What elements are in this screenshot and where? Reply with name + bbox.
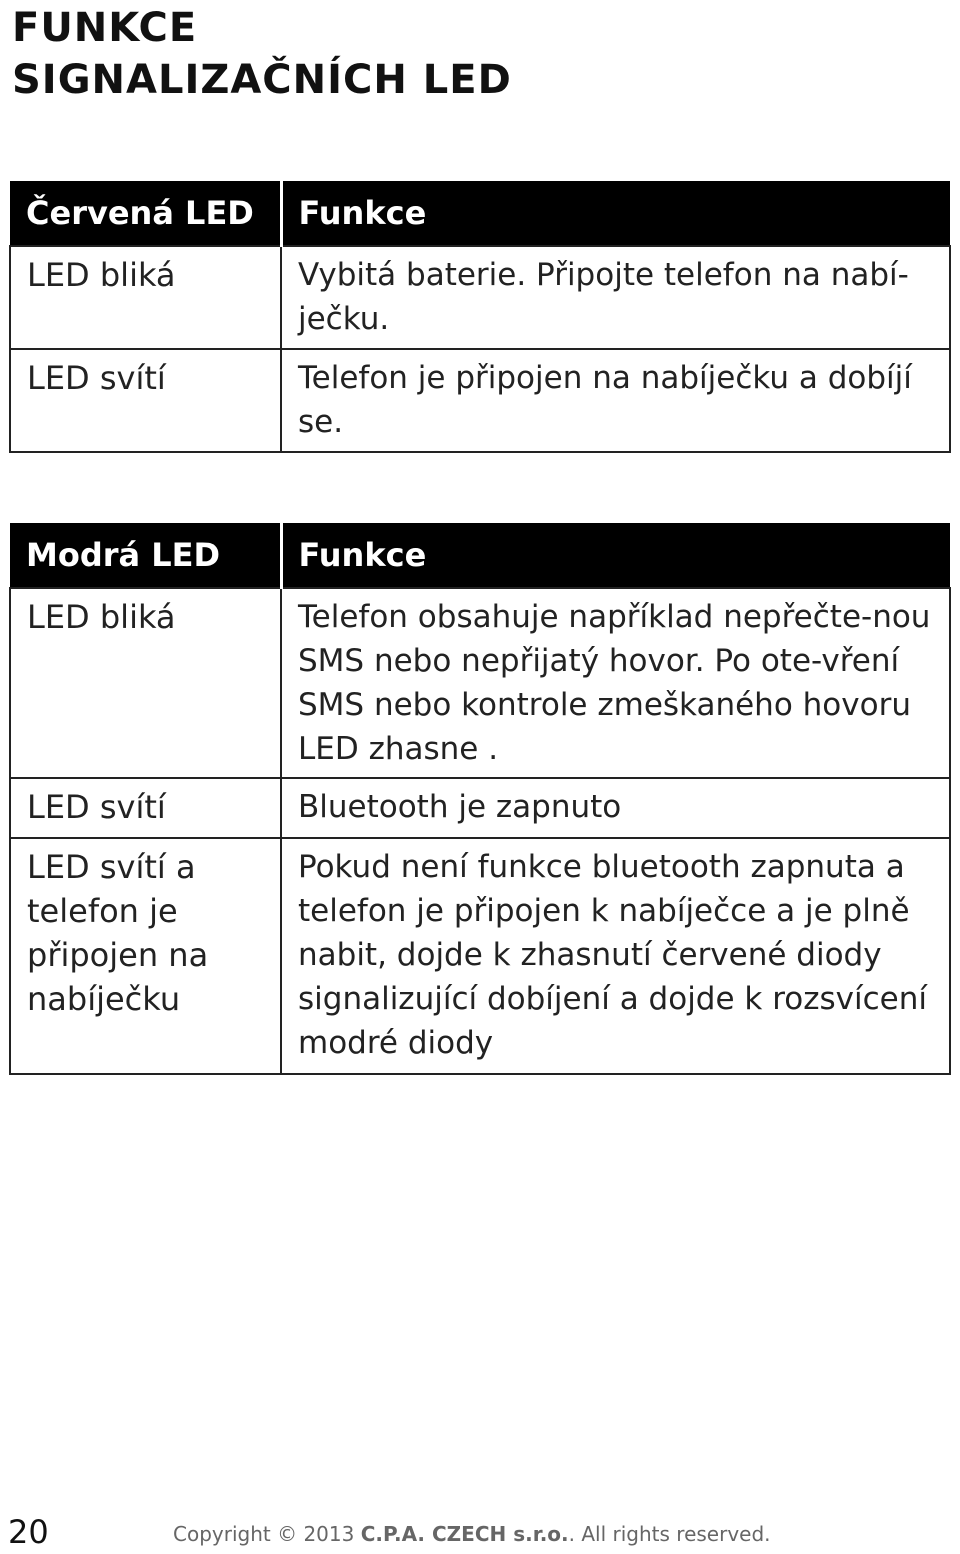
page-title-line-1: FUNKCE — [12, 5, 198, 51]
company-name: C.P.A. CZECH s.r.o. — [360, 1522, 569, 1546]
led-state-cell: LED bliká — [10, 588, 281, 778]
copyright-suffix: . All rights reserved. — [568, 1522, 771, 1546]
column-header-function: Funkce — [281, 523, 950, 588]
table-row — [10, 778, 950, 838]
led-state-cell: LED svítí a telefon je připojen na nabíječku — [10, 838, 281, 1074]
led-state-cell: LED svítí — [10, 349, 281, 452]
page-footer — [8, 1512, 948, 1552]
led-state-cell: LED bliká — [10, 246, 281, 349]
table-header-row — [10, 523, 950, 588]
table-row — [10, 349, 950, 452]
page-title-line-2: SIGNALIZAČNÍCH LED — [12, 57, 512, 103]
table-row — [10, 588, 950, 778]
column-header-function: Funkce — [281, 181, 950, 246]
led-function-cell: Telefon obsahuje například nepřečte-nou SMS nebo nepřijatý hovor. Po ote-vření SMS nebo kontrole zmeškaného hovoru LED zhasne . — [281, 588, 950, 778]
column-header-red-led: Červená LED — [10, 181, 281, 246]
led-function-cell: Telefon je připojen na nabíječku a dobíjí se. — [281, 349, 950, 452]
column-header-blue-led: Modrá LED — [10, 523, 281, 588]
copyright-prefix: Copyright © 2013 — [173, 1522, 355, 1546]
page-title — [12, 2, 512, 106]
led-function-cell: Bluetooth je zapnuto — [281, 778, 950, 838]
red-led-table — [9, 181, 951, 453]
led-state-cell: LED svítí — [10, 778, 281, 838]
led-function-cell: Pokud není funkce bluetooth zapnuta a telefon je připojen k nabíječce a je plně nabit, dojde k zhasnutí červené diody signalizující dobíjení a dojde k rozsvícení modré diody — [281, 838, 950, 1074]
page-number: 20 — [8, 1513, 49, 1551]
blue-led-table — [9, 523, 951, 1075]
table-row — [10, 838, 950, 1074]
copyright-notice — [173, 1514, 771, 1554]
led-function-cell: Vybitá baterie. Připojte telefon na nabí-ječku. — [281, 246, 950, 349]
table-row — [10, 246, 950, 349]
table-header-row — [10, 181, 950, 246]
